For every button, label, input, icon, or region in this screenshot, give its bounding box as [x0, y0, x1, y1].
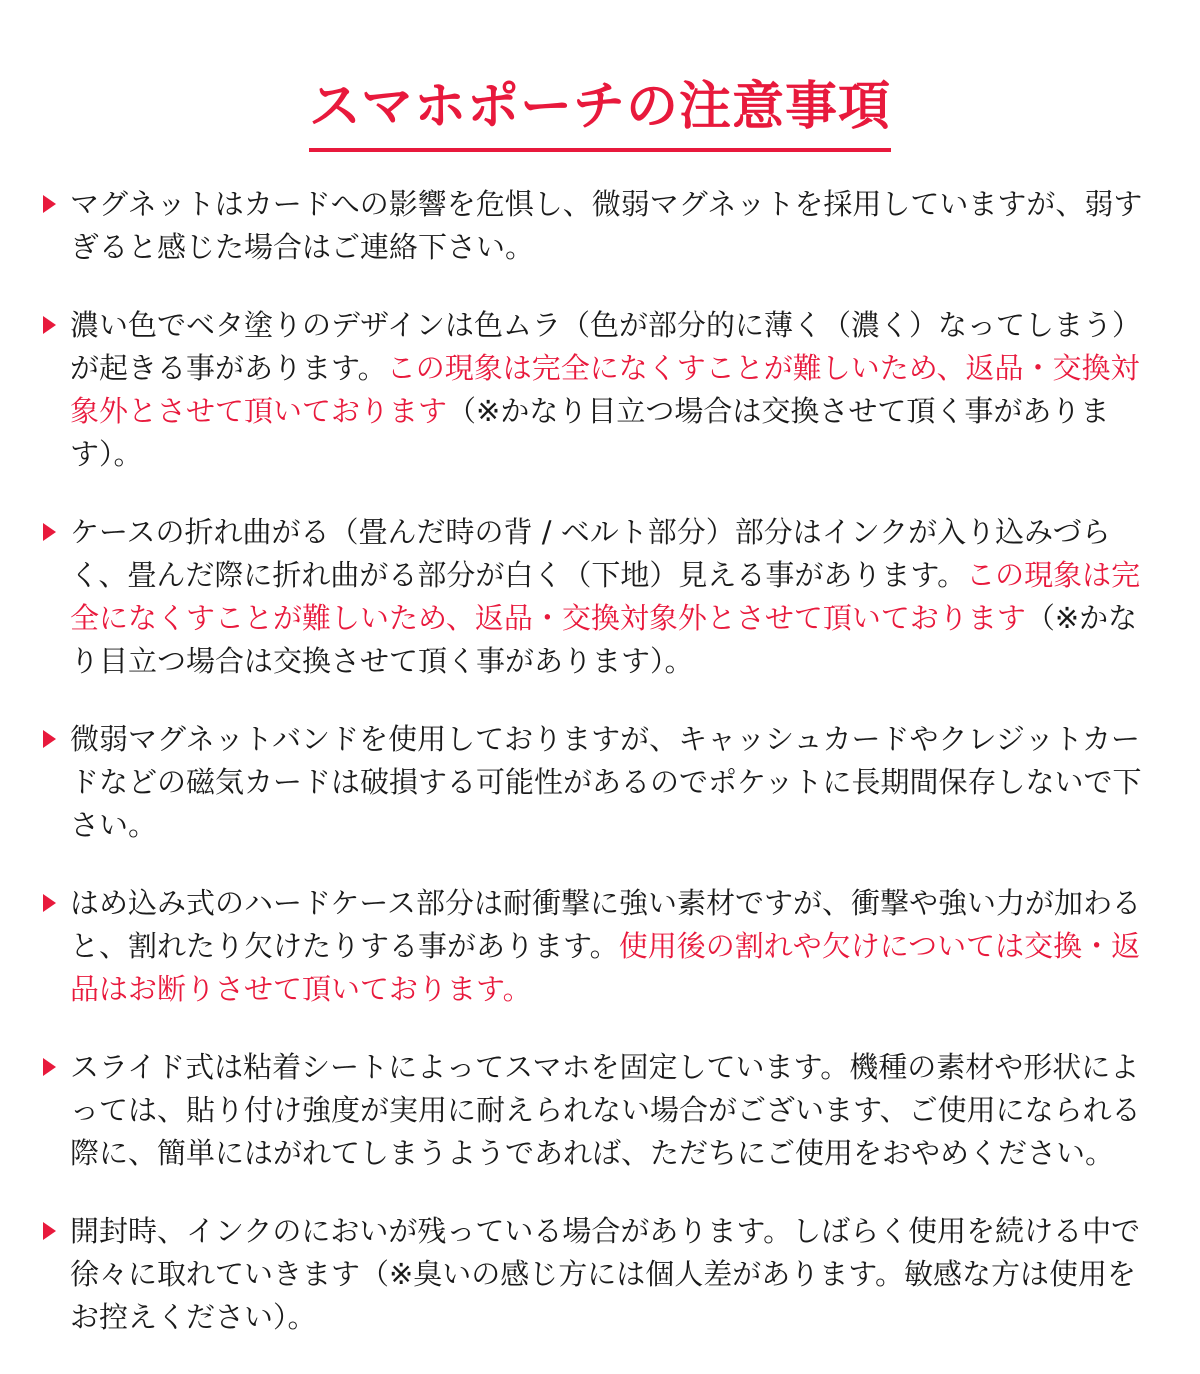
triangle-right-icon: [43, 730, 56, 748]
note-item: [70, 304, 1145, 476]
note-text: はめ込み式のハードケース部分は耐衝撃に強い素材ですが、衝撃や強い力が加わると、割れたり欠けたりする事があります。: [70, 886, 1141, 963]
note-item: [70, 511, 1145, 683]
note-item: [70, 882, 1145, 1011]
note-text-after: （※かなり目立つ場合は交換させて頂く事があります）。: [70, 394, 1110, 471]
title-container: [0, 78, 1200, 152]
note-text: スライド式は粘着シートによってスマホを固定しています。機種の素材や形状によっては、貼り付け強度が実用に耐えられない場合がございます、ご使用になられる際に、簡単にはがれてしまうようであれば、ただちにご使用をおやめください。: [70, 1050, 1141, 1170]
note-text: 開封時、インクのにおいが残っている場合があります。しばらく使用を続ける中で徐々に取れていきます（※臭いの感じ方には個人差があります。敏感な方は使用をお控えください）。: [70, 1214, 1141, 1334]
triangle-right-icon: [43, 523, 56, 541]
note-warning: 使用後の割れや欠けについては交換・返品はお断りさせて頂いております。: [70, 929, 1141, 1006]
page-title: スマホポーチの注意事項: [309, 78, 891, 152]
note-text: 微弱マグネットバンドを使用しておりますが、キャッシュカードやクレジットカードなどの磁気カードは破損する可能性があるのでポケットに長期間保存しないで下さい。: [70, 722, 1142, 842]
note-item: [70, 1210, 1145, 1339]
triangle-right-icon: [43, 316, 56, 334]
note-item: [70, 1046, 1145, 1175]
note-text: マグネットはカードへの影響を危惧し、微弱マグネットを採用していますが、弱すぎると感じた場合はご連絡下さい。: [70, 187, 1143, 264]
note-item: [70, 183, 1145, 269]
triangle-right-icon: [43, 1222, 56, 1240]
triangle-right-icon: [43, 1058, 56, 1076]
note-text: 濃い色でベタ塗りのデザインは色ムラ（色が部分的に薄く（濃く）なってしまう）が起きる事があります。: [70, 308, 1141, 385]
note-warning: この現象は完全になくすことが難しいため、返品・交換対象外とさせて頂いております: [70, 351, 1140, 428]
notes-list: [70, 183, 1145, 1374]
note-item: [70, 718, 1145, 847]
note-text: ケースの折れ曲がる（畳んだ時の背 / ベルト部分）部分はインクが入り込みづらく、畳んだ際に折れ曲がる部分が白く（下地）見える事があります。: [70, 515, 1111, 592]
triangle-right-icon: [43, 894, 56, 912]
triangle-right-icon: [43, 195, 56, 213]
note-warning: この現象は完全になくすことが難しいため、返品・交換対象外とさせて頂いております: [70, 558, 1141, 635]
note-text-after: （※かなり目立つ場合は交換させて頂く事があります）。: [70, 601, 1138, 678]
